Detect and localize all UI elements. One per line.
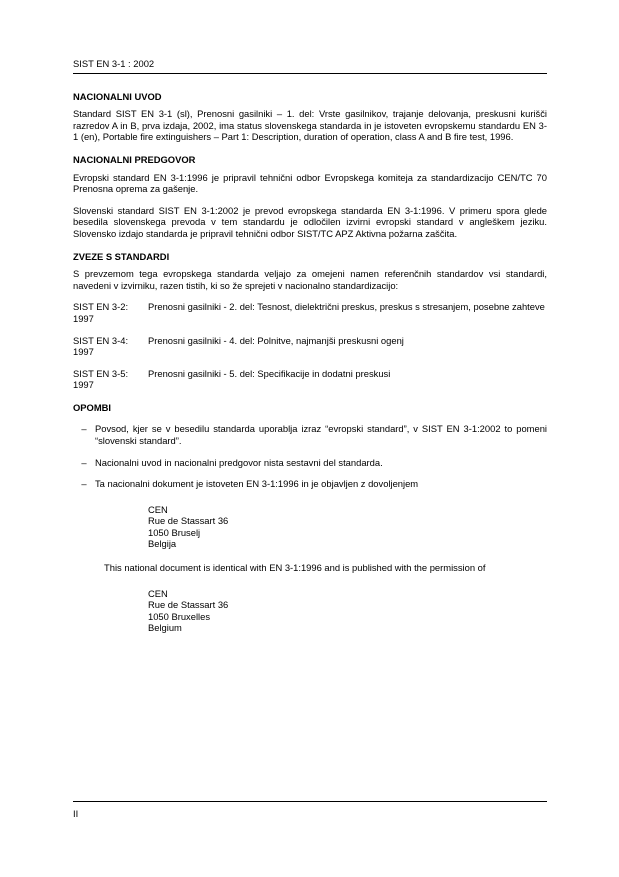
reference-code: SIST EN 3-5: 1997 <box>73 367 129 391</box>
note-dash: – <box>81 456 87 468</box>
foreword-paragraph-1: Evropski standard EN 3-1:1996 je pripravil tehnični odbor Evropskega komiteja za standardizacijo CEN/TC 70 Prenosna oprema za gašenje. <box>73 171 547 195</box>
notes-heading: OPOMBI <box>73 401 112 413</box>
reference-item <box>73 301 547 324</box>
note-text: Povsod, kjer se v besedilu standarda uporablja izraz “evropski standard”, v SIST EN 3-1:2002 to pomeni “slovenski standard”. <box>95 423 547 447</box>
reference-item <box>73 335 547 358</box>
reference-code: SIST EN 3-4: 1997 <box>73 334 129 358</box>
reference-title: Prenosni gasilniki - 5. del: Specifikacije in dodatni preskusi <box>148 367 391 379</box>
address-slovenian <box>148 504 547 550</box>
address-line: Belgium <box>148 622 182 634</box>
address-line: Rue de Stassart 36 <box>148 515 229 527</box>
note-item <box>73 478 547 490</box>
address-line: Belgija <box>148 538 177 550</box>
references-heading: ZVEZE S STANDARDI <box>73 250 170 262</box>
note-text: Nacionalni uvod in nacionalni predgovor nista sestavni del standarda. <box>95 456 383 468</box>
address-line: CEN <box>148 588 168 600</box>
note-item <box>73 423 547 446</box>
foreword-paragraph-2: Slovenski standard SIST EN 3-1:2002 je prevod evropskega standarda EN 3-1:1996. V primeru spora glede besedila slovenskega prevoda v tem standardu je odločilen izvirni evropski standard v angleškem jeziku. Slovensko izdajo standarda je pripravil tehnični odbor SIST/TC APZ Aktivna požarna zaščita. <box>73 204 547 239</box>
document-page <box>73 58 547 634</box>
foreword-heading: NACIONALNI PREDGOVOR <box>73 153 196 165</box>
english-permission-line: This national document is identical with EN 3-1:1996 and is published with the permission of <box>104 562 486 574</box>
address-line: 1050 Bruxelles <box>148 610 211 622</box>
footer-rule <box>73 801 547 802</box>
note-text: Ta nacionalni dokument je istoveten EN 3-1:1996 in je objavljen z dovoljenjem <box>95 478 419 490</box>
reference-code: SIST EN 3-2: 1997 <box>73 301 129 324</box>
note-dash: – <box>81 423 87 435</box>
reference-title: Prenosni gasilniki - 2. del: Tesnost, dielektrični preskus, preskus s stresanjem, posebne zahteve <box>148 301 545 313</box>
note-dash: – <box>81 478 87 490</box>
references-intro: S prevzemom tega evropskega standarda veljajo za omejeni namen referenčnih standardov vsi standardi, navedeni v izvirniku, razen tistih, ki so že sprejeti v nacionalno standardizacijo: <box>73 268 547 291</box>
address-line: Rue de Stassart 36 <box>148 599 229 611</box>
address-english <box>148 588 547 634</box>
address-line: 1050 Bruselj <box>148 526 201 538</box>
header-rule <box>73 73 547 74</box>
note-item <box>73 457 547 469</box>
address-line: CEN <box>148 503 168 515</box>
intro-heading: NACIONALNI UVOD <box>73 90 162 102</box>
reference-title: Prenosni gasilniki - 4. del: Polnitve, najmanjši preskusni ogenj <box>148 334 404 346</box>
document-code: SIST EN 3-1 : 2002 <box>73 58 155 69</box>
intro-text: Standard SIST EN 3-1 (sl), Prenosni gasilniki – 1. del: Vrste gasilnikov, trajanje delovanja, preskusni kurišči razredov A in B, prva izdaja, 2002, ima status slovenskega standarda in je istoveten evropskemu standardu EN 3-1 (en), Portable fire extinguishers – Part 1: Description, duration of operation, class A and B fire test, 1996. <box>73 108 547 143</box>
page-number: II <box>73 808 79 819</box>
reference-item <box>73 368 547 391</box>
